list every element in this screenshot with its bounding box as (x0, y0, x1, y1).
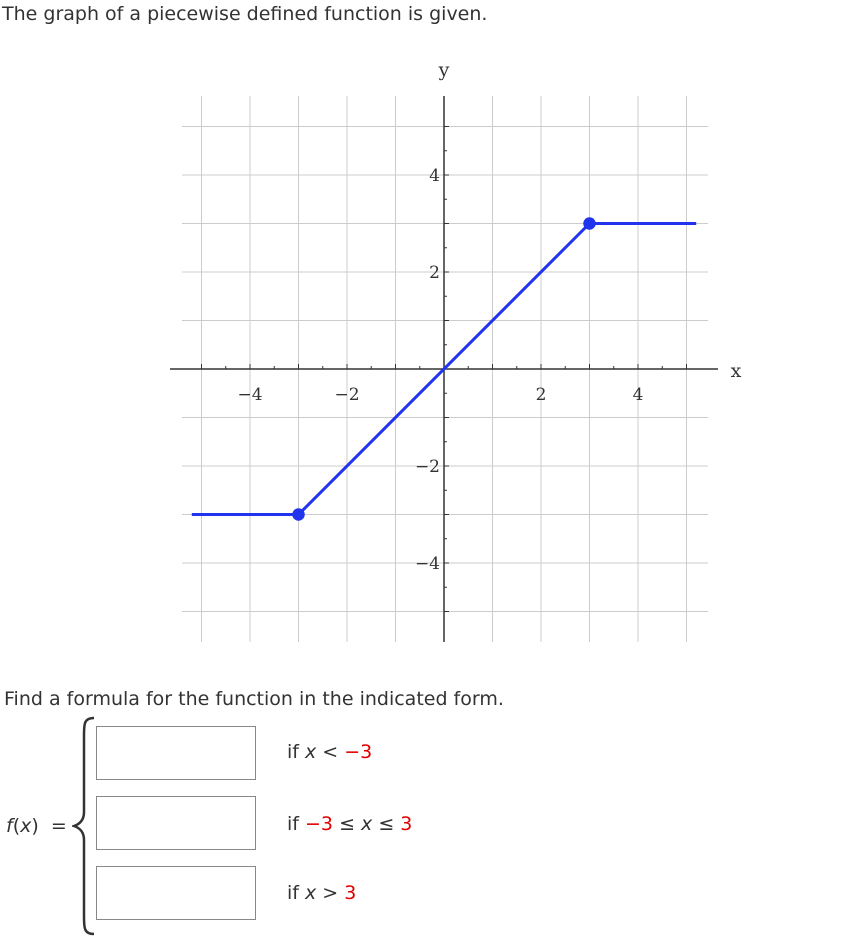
y-tick-label: −4 (414, 554, 440, 574)
problem-prompt: The graph of a piecewise defined function is given. (2, 3, 488, 25)
piece-2-condition (287, 813, 412, 835)
cond-prefix: if (287, 882, 306, 904)
cond-prefix: if (287, 813, 306, 835)
cond-prefix: if (287, 741, 306, 763)
function-var: x (20, 815, 32, 837)
cond-op: ≤ (372, 813, 401, 835)
cond-op: < (316, 741, 345, 763)
cond-num: 3 (400, 813, 413, 835)
x-tick-label: −4 (237, 385, 263, 405)
function-label: f(x) = (6, 815, 67, 837)
cond-var: x (305, 741, 317, 763)
cond-op: ≤ (333, 813, 362, 835)
endpoint-dot (293, 509, 304, 520)
piece-1-input[interactable] (96, 726, 256, 780)
piece-3-input[interactable] (96, 866, 256, 920)
x-tick-label: 2 (535, 385, 547, 405)
piece-2-input[interactable] (96, 796, 256, 850)
cond-num: −3 (305, 813, 334, 835)
cond-op: > (316, 882, 345, 904)
instructions-text: Find a formula for the function in the indicated form. (4, 688, 504, 710)
cond-var: x (305, 882, 317, 904)
y-tick-label: −2 (414, 457, 440, 477)
cond-num: 3 (344, 882, 357, 904)
endpoint-dot (584, 218, 595, 229)
function-name: f (6, 815, 13, 837)
x-tick-label: −2 (334, 385, 360, 405)
y-tick-label: 2 (429, 263, 440, 283)
x-tick-label: 4 (632, 385, 644, 405)
left-brace (72, 716, 96, 936)
x-axis-label: x (730, 360, 742, 382)
y-axis-label: y (438, 59, 450, 81)
piece-1-condition (287, 741, 372, 763)
cond-var: x (361, 813, 373, 835)
cond-num: −3 (344, 741, 373, 763)
y-tick-label: 4 (429, 166, 440, 186)
equals-sign: = (50, 815, 67, 837)
piece-3-condition (287, 882, 356, 904)
